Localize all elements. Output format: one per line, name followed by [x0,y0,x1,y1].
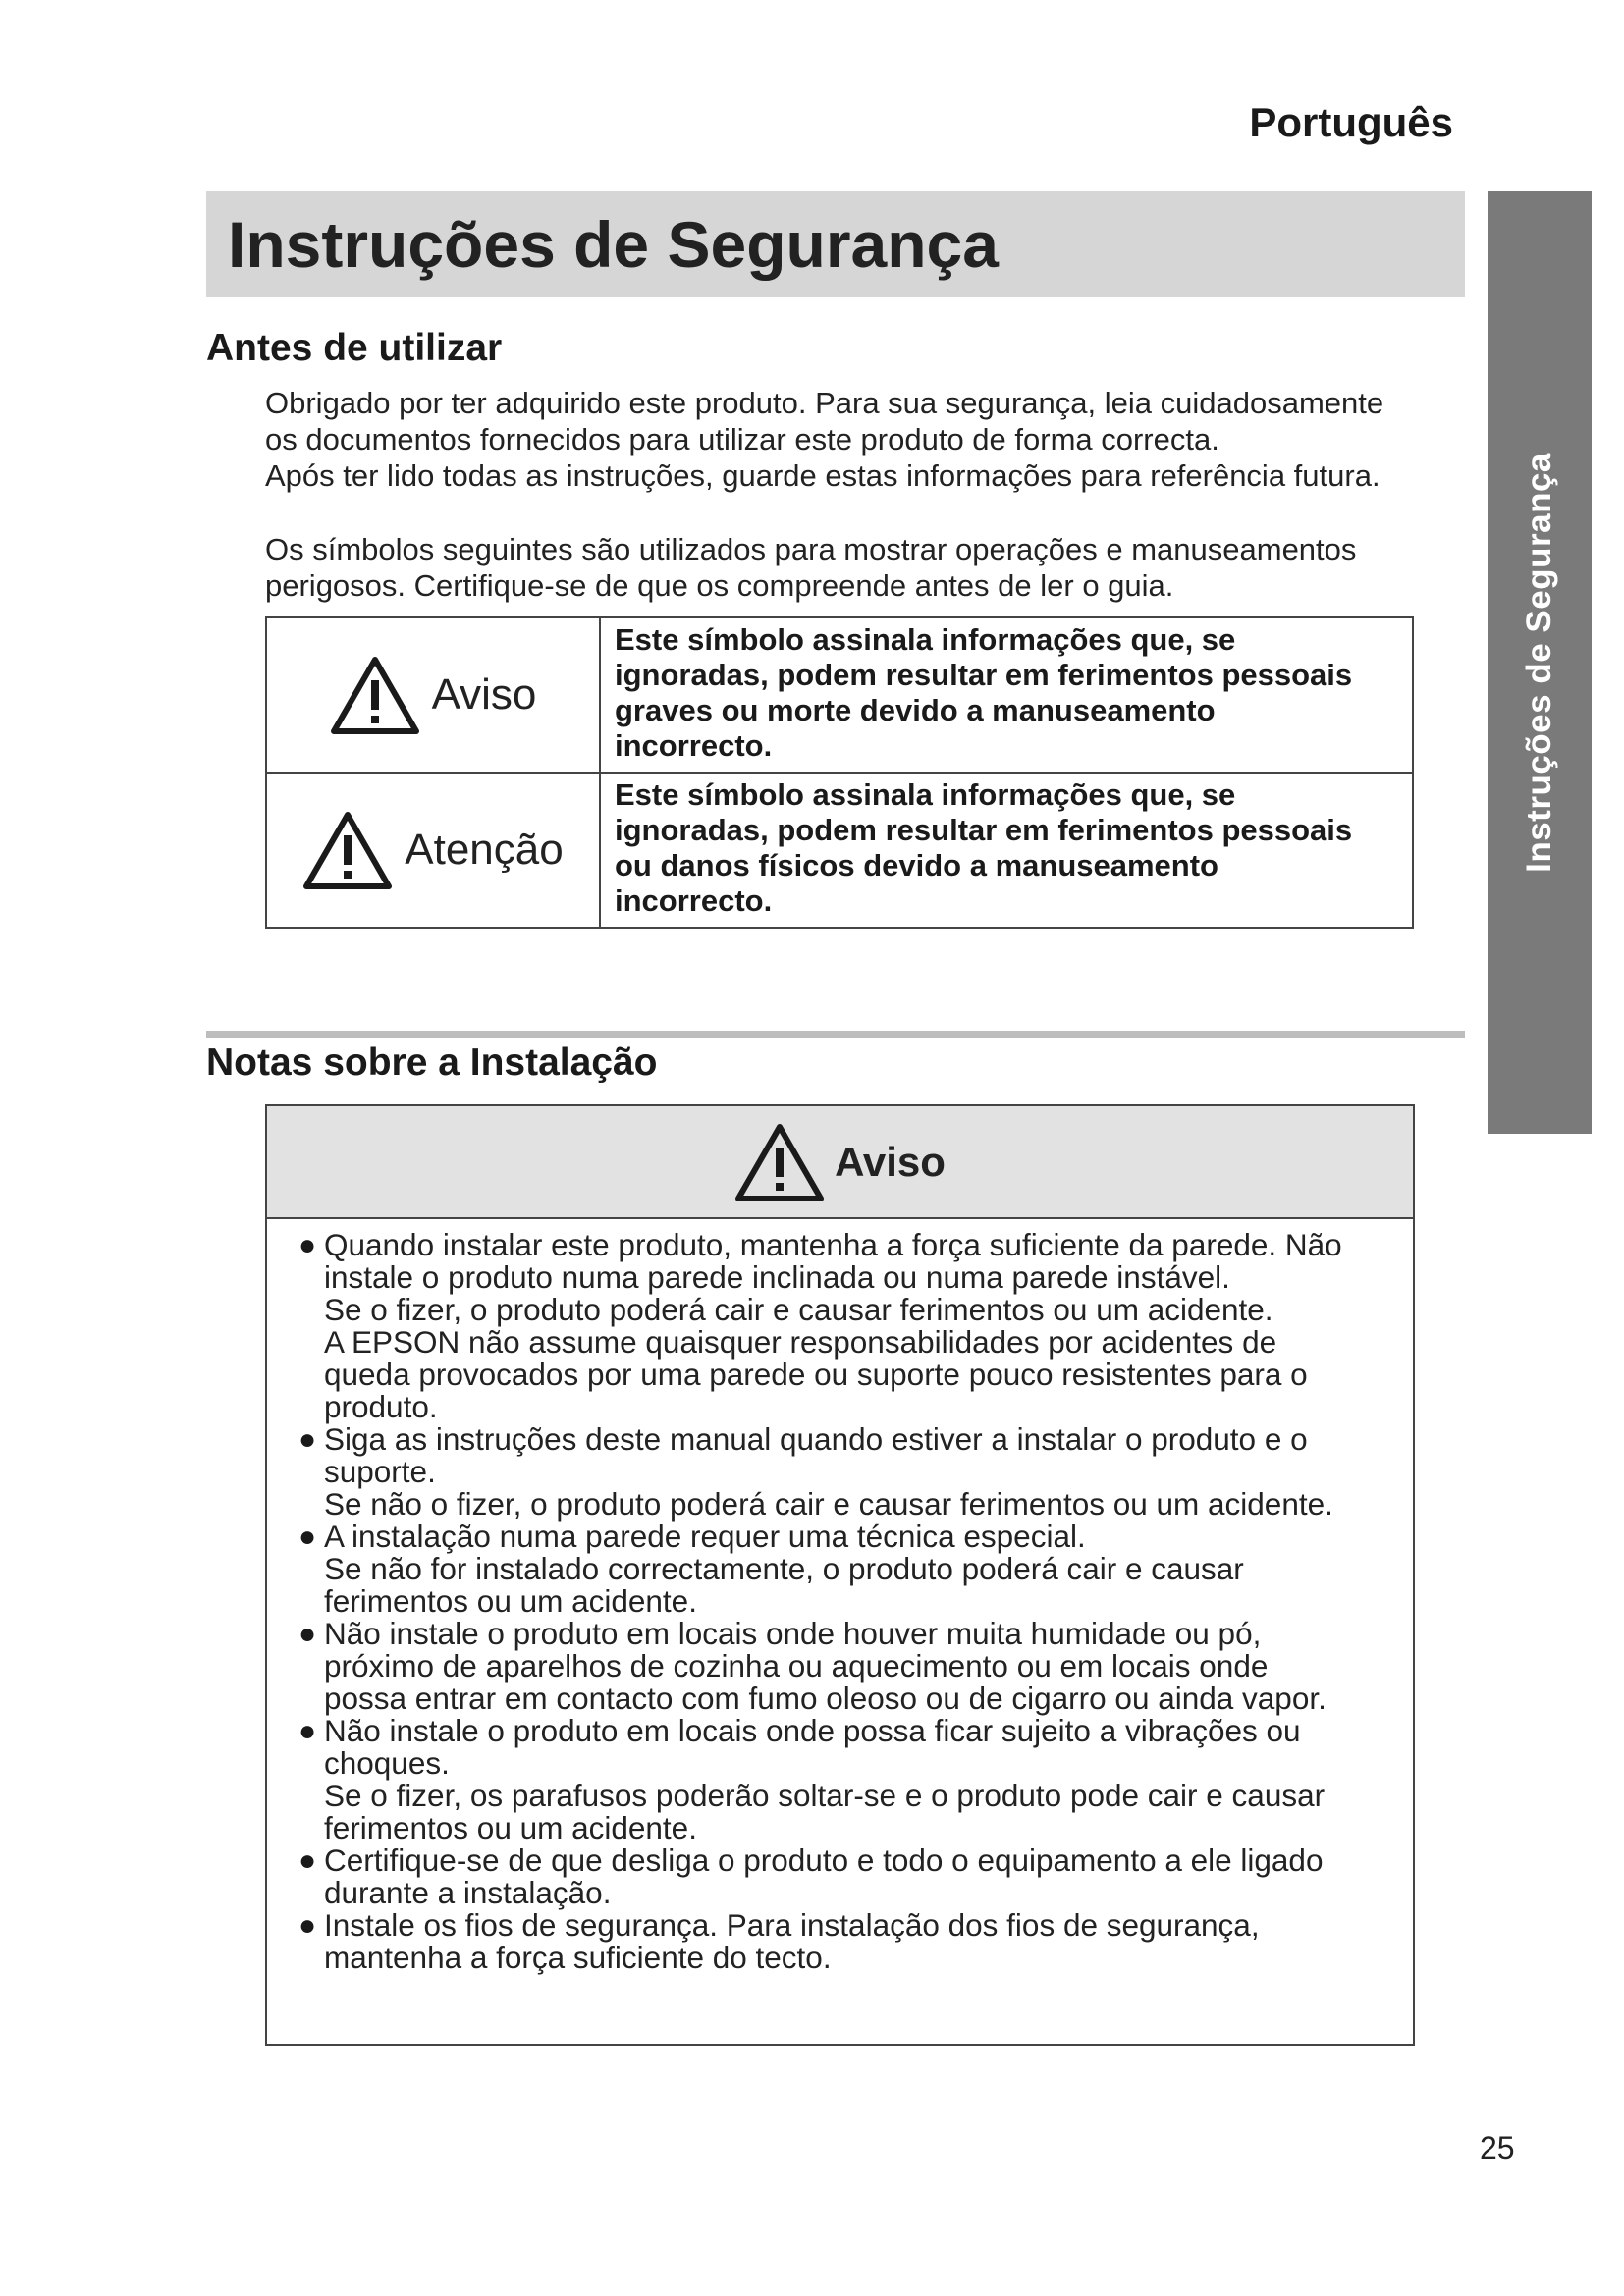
list-item-line: durante a instalação. [324,1875,612,1910]
list-item [298,1521,1413,1618]
list-item-line: Não instale o produto em locais onde possa ficar sujeito a vibrações ou [324,1713,1301,1748]
bullet-icon: ● [298,1844,317,1877]
list-item-line: instale o produto numa parede inclinada ou numa parede instável. [324,1259,1230,1295]
symbol-description [600,773,1413,928]
list-item-line: Instale os fios de segurança. Para instalação dos fios de segurança, [324,1907,1260,1943]
page-title: Instruções de Segurança [228,208,999,281]
symbol-label-cell [266,773,600,928]
bullet-icon: ● [298,1909,317,1942]
warning-box [265,1104,1415,2046]
bullet-icon: ● [298,1715,317,1747]
description-line: incorrecto. [615,728,773,763]
description-line: Este símbolo assinala informações que, se [615,622,1236,657]
list-item-line: A EPSON não assume quaisquer responsabilidades por acidentes de [324,1324,1277,1360]
symbol-description [600,617,1413,773]
symbol-label-cell [266,617,600,773]
paragraph-line: Obrigado por ter adquirido este produto. Para sua segurança, leia cuidadosamente [265,386,1384,420]
list-item [298,1715,1413,1844]
side-tab [1488,191,1592,1134]
list-item [298,1844,1413,1909]
bullet-icon: ● [298,1229,317,1261]
section-heading-antes: Antes de utilizar [206,327,503,369]
warning-list [267,1219,1413,1974]
list-item-line: Se o fizer, o produto poderá cair e causar ferimentos ou um acidente. [324,1292,1273,1327]
list-item-line: queda provocados por uma parede ou suporte pouco resistentes para o [324,1357,1308,1392]
list-item [298,1909,1413,1974]
list-item-line: produto. [324,1389,438,1424]
list-item-line: Se não for instalado correctamente, o produto poderá cair e causar [324,1551,1244,1586]
side-tab-label: Instruções de Segurança [1520,453,1558,873]
bullet-icon: ● [298,1423,317,1456]
list-item-line: Quando instalar este produto, mantenha a força suficiente da parede. Não [324,1227,1342,1262]
list-item-line: próximo de aparelhos de cozinha ou aquecimento ou em locais onde [324,1648,1269,1683]
symbol-label: Atenção [405,826,564,874]
list-item-line: Não instale o produto em locais onde houver muita humidade ou pó, [324,1616,1262,1651]
paragraph-line: perigosos. Certifique-se de que os compreende antes de ler o guia. [265,568,1174,603]
symbols-table [265,616,1414,929]
list-item-line: mantenha a força suficiente do tecto. [324,1940,832,1975]
section-divider [206,1031,1465,1038]
list-item-line: choques. [324,1745,450,1781]
list-item-line: possa entrar em contacto com fumo oleoso ou de cigarro ou ainda vapor. [324,1681,1326,1716]
description-line: incorrecto. [615,883,773,918]
symbol-label: Aviso [431,670,537,719]
title-bar [206,191,1465,297]
list-item-line: ferimentos ou um acidente. [324,1810,697,1845]
list-item-line: ferimentos ou um acidente. [324,1583,697,1619]
description-line: ou danos físicos devido a manuseamento [615,848,1218,882]
symbols-paragraph [265,531,1473,604]
list-item [298,1423,1413,1521]
list-item-line: Siga as instruções deste manual quando estiver a instalar o produto e o [324,1421,1308,1457]
intro-paragraph [265,385,1473,494]
bullet-icon: ● [298,1618,317,1650]
page-number: 25 [1480,2130,1515,2165]
warning-triangle-icon [330,655,420,735]
paragraph-line: os documentos fornecidos para utilizar este produto de forma correcta. [265,422,1219,456]
list-item-line: Se não o fizer, o produto poderá cair e causar ferimentos ou um acidente. [324,1486,1333,1522]
symbol-row-atencao [266,773,1413,928]
language-label: Português [1249,99,1453,145]
warning-triangle-icon [302,810,393,890]
bullet-icon: ● [298,1521,317,1553]
description-line: ignoradas, podem resultar em ferimentos pessoais [615,658,1353,692]
list-item-line: A instalação numa parede requer uma técnica especial. [324,1519,1086,1554]
description-line: Este símbolo assinala informações que, se [615,777,1236,812]
list-item-line: Certifique-se de que desliga o produto e todo o equipamento a ele ligado [324,1842,1324,1878]
list-item [298,1229,1413,1423]
section-heading-instalacao: Notas sobre a Instalação [206,1041,658,1084]
list-item-line: suporte. [324,1454,436,1489]
symbol-row-aviso [266,617,1413,773]
warning-triangle-icon [734,1122,825,1202]
description-line: graves ou morte devido a manuseamento [615,693,1216,727]
list-item-line: Se o fizer, os parafusos poderão soltar-se e o produto pode cair e causar [324,1778,1326,1813]
warning-box-header [267,1106,1413,1219]
paragraph-line: Os símbolos seguintes são utilizados para mostrar operações e manuseamentos [265,532,1357,566]
warning-box-label: Aviso [835,1138,946,1185]
list-item [298,1618,1413,1715]
description-line: ignoradas, podem resultar em ferimentos pessoais [615,813,1353,847]
paragraph-line: Após ter lido todas as instruções, guarde estas informações para referência futura. [265,458,1380,493]
